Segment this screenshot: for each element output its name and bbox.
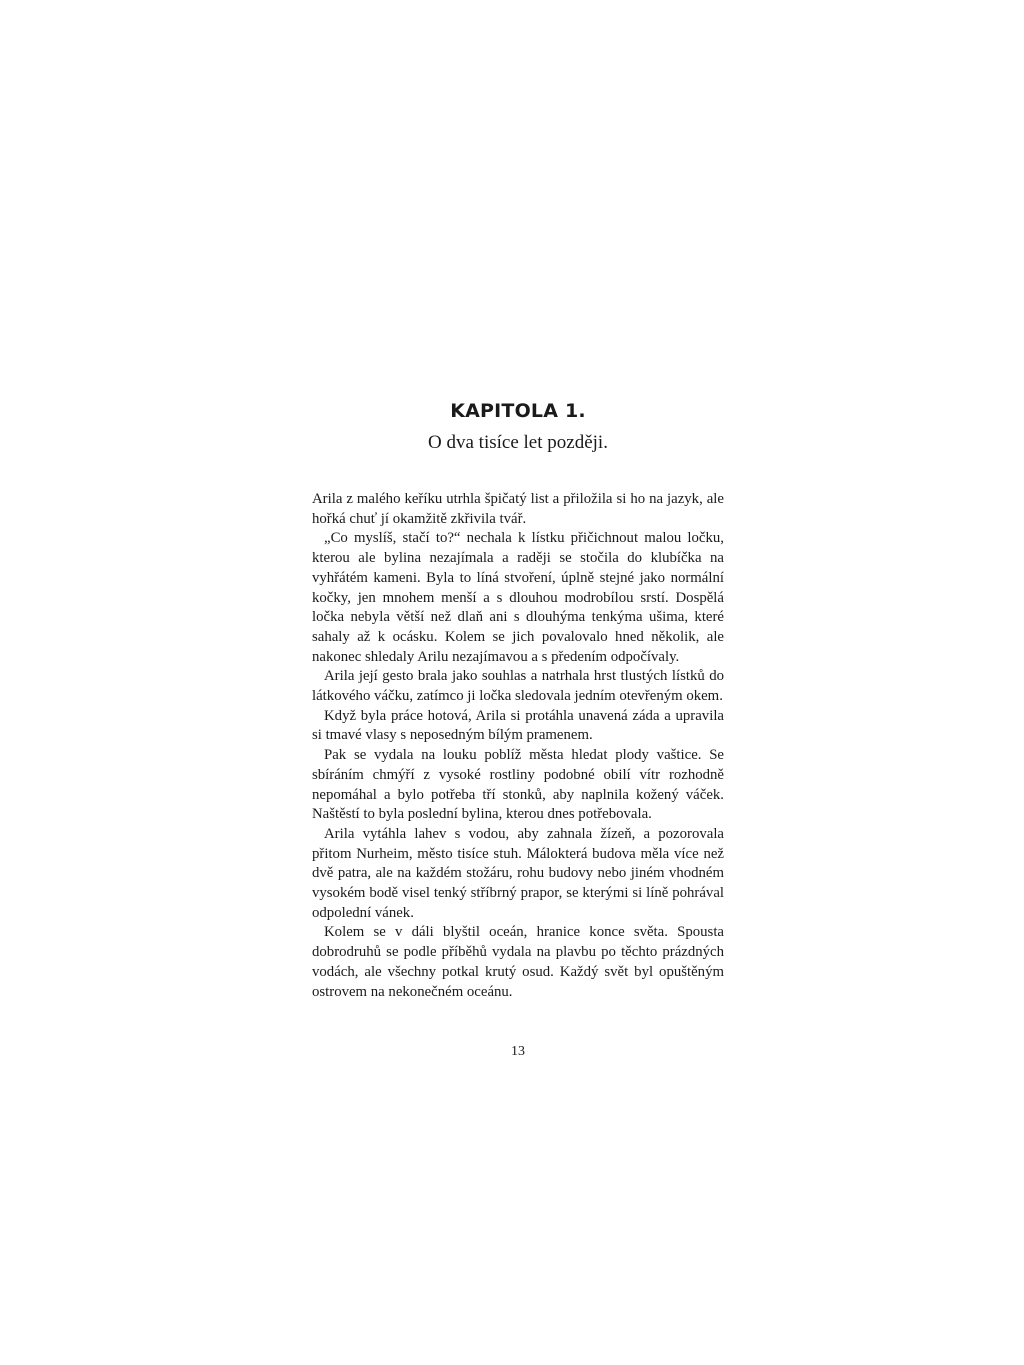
chapter-body bbox=[312, 490, 724, 1002]
page-number: 13 bbox=[511, 1044, 525, 1059]
chapter-heading: KAPITOLA 1. bbox=[450, 400, 586, 422]
paragraph: „Co myslíš, stačí to?“ nechala k lístku přičichnout malou ločku, kterou ale bylina nezajímala a raději se stočila do klubíčka na vyhřátém kameni. Byla to líná stvoření, úplně stejné jako normální kočky, jen mnohem menší a s dlouhou modrobílou srstí. Dospělá ločka nebyla větší než dlaň ani s dlouhýma tenkýma ušima, které sahaly až k ocásku. Kolem se jich povalovalo hned několik, ale nakonec shledaly Arilu nezajímavou a s předením odpočívaly. bbox=[312, 530, 724, 665]
paragraph: Když byla práce hotová, Arila si protáhla unavená záda a upravila si tmavé vlasy s neposedným bílým pramenem. bbox=[312, 707, 724, 744]
paragraph: Pak se vydala na louku poblíž města hledat plody vaštice. Se sbíráním chmýří z vysoké rostliny podobné obilí vítr rozhodně nepomáhal a bylo potřeba tří stonků, aby naplnila kožený váček. Naštěstí to byla poslední bylina, kterou dnes potřebovala. bbox=[312, 747, 724, 823]
paragraph: Arila z malého keříku utrhla špičatý list a přiložila si ho na jazyk, ale hořká chuť jí okamžitě zkřivila tvář. bbox=[312, 491, 724, 527]
paragraph: Arila vytáhla lahev s vodou, aby zahnala žízeň, a pozorovala přitom Nurheim, město tisíce stuh. Málokterá budova měla více než dvě patra, ale na každém stožáru, rohu budovy nebo jiném vhodném vysokém bodě visel tenký stříbrný prapor, se kterými si líně pohrával odpolední vánek. bbox=[312, 825, 724, 921]
chapter-subtitle: O dva tisíce let později. bbox=[428, 432, 608, 453]
paragraph: Kolem se v dáli blyštil oceán, hranice konce světa. Spousta dobrodruhů se podle příběhů vydala na plavbu po těchto prázdných vodách, ale všechny potkal krutý osud. Každý svět byl opuštěným ostrovem na nekonečném oceánu. bbox=[312, 924, 724, 1000]
paragraph: Arila její gesto brala jako souhlas a natrhala hrst tlustých lístků do látkového váčku, zatímco ji ločka sledovala jedním otevřeným okem. bbox=[312, 668, 724, 705]
